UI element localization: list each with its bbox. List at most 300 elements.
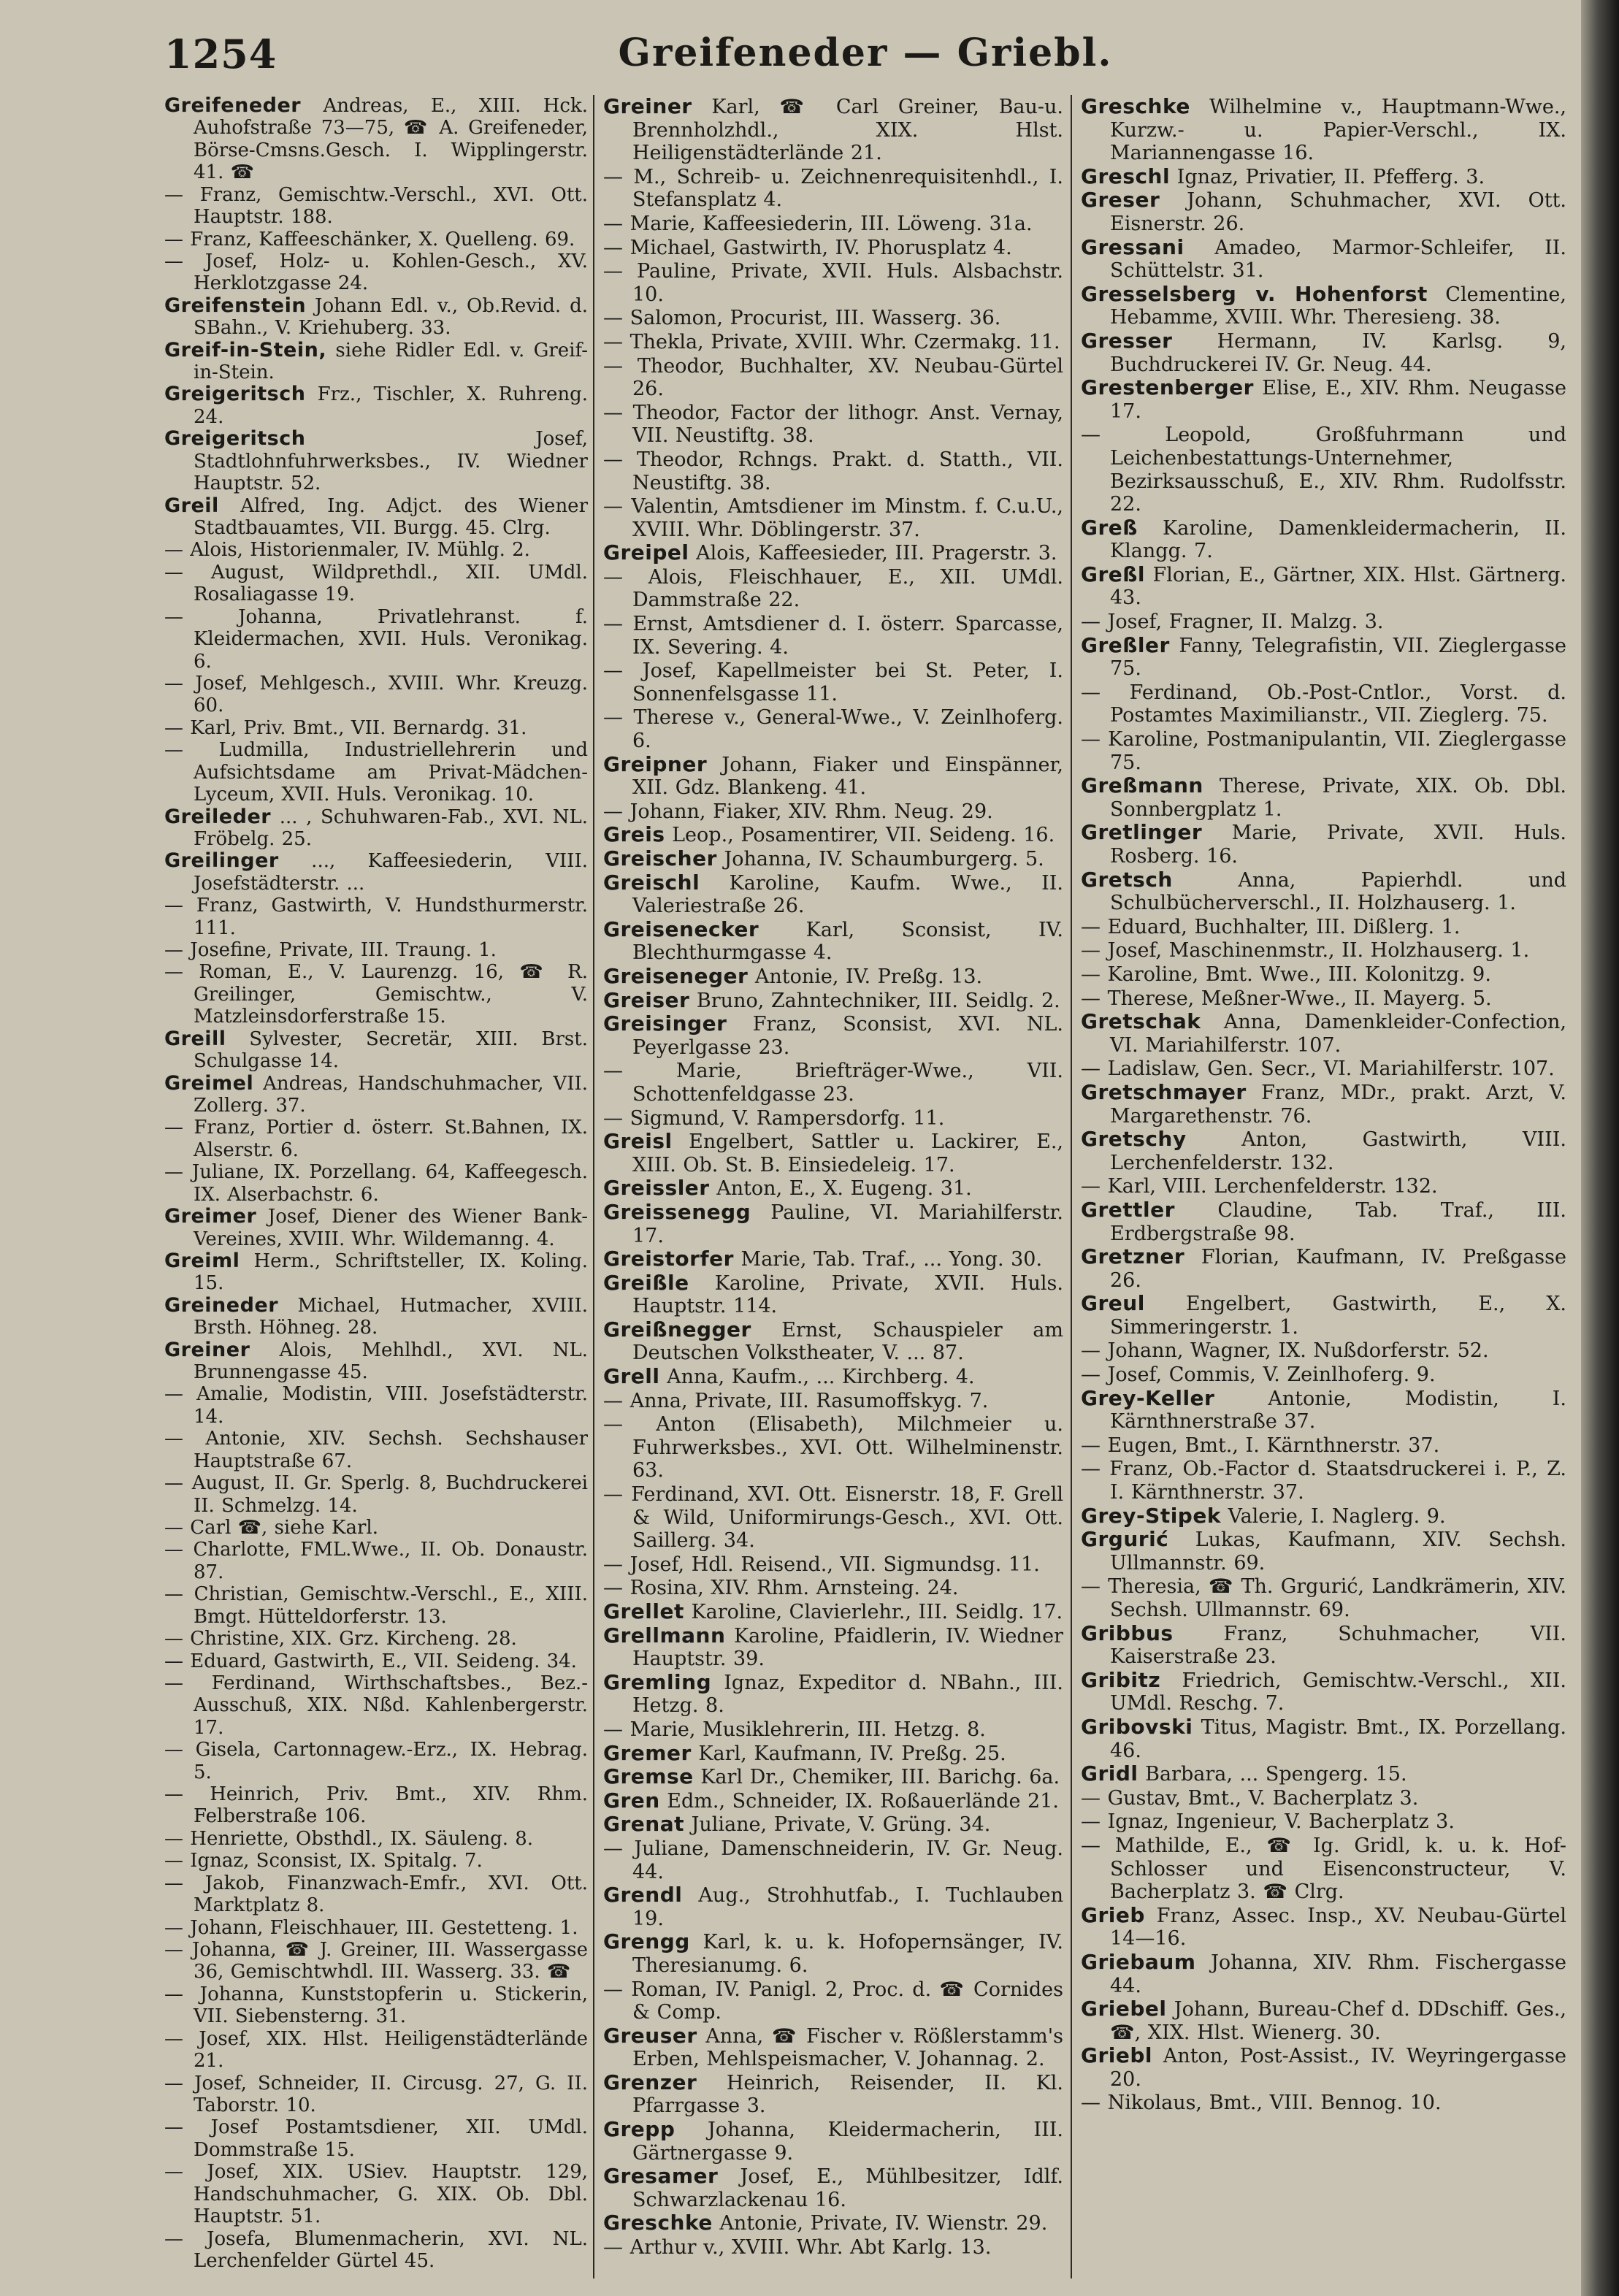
directory-entry <box>603 1718 1063 1742</box>
entry-surname: Greipel <box>603 540 689 565</box>
entry-details: Edm., Schneider, IX. Roßauerlände 21. <box>659 1789 1059 1813</box>
directory-entry <box>164 229 588 250</box>
directory-entry <box>603 2071 1063 2118</box>
entry-surname: Greimel <box>164 1071 254 1095</box>
directory-entry <box>1081 868 1566 915</box>
directory-entry <box>164 250 588 295</box>
directory-entry <box>603 1482 1063 1553</box>
entry-surname: Greill <box>164 1027 226 1050</box>
entry-details: Karl, ☎ Carl Greiner, Bau-u. Brennholzhdl., XIX. Hlst. Heiligenstädterlände 21. <box>632 96 1063 165</box>
entry-surname: Greis <box>603 822 665 847</box>
directory-entry <box>164 295 588 340</box>
entry-details: — Josef, XIX. USiev. Hauptstr. 129, Handschuhmacher, G. XIX. Ob. Dbl. Hauptstr. 51. <box>164 2161 588 2228</box>
entry-details: Andreas, Handschuhmacher, VII. Zollerg. 37. <box>194 1072 588 1117</box>
entry-details: — Juliane, IX. Porzellang. 64, Kaffeegesch. IX. Alserbachstr. 6. <box>164 1161 588 1206</box>
directory-entry <box>1081 1198 1566 1245</box>
entry-details: Valerie, I. Naglerg. 9. <box>1220 1504 1446 1528</box>
entry-surname: Grell <box>603 1364 660 1389</box>
directory-entry <box>164 1383 588 1428</box>
directory-entry <box>1081 915 1566 939</box>
entry-details: Friedrich, Gemischtw.-Verschl., XII. UMdl. Reschg. 7. <box>1110 1669 1566 1715</box>
directory-entry <box>603 565 1063 612</box>
directory-entry <box>1081 987 1566 1011</box>
entry-details: Josef, E., Mühlbesitzer, Idlf. Schwarzlackenau 16. <box>632 2165 1063 2211</box>
directory-entry <box>164 1472 588 1517</box>
entry-details: Johann Edl. v., Ob.Revid. d. SBahn., V. Kriehuberg. 33. <box>194 294 588 340</box>
directory-entry <box>1081 1010 1566 1057</box>
entry-details: Karoline, Private, XVII. Huls. Hauptstr. 114. <box>632 1271 1063 1318</box>
entry-surname: Greuser <box>603 2023 697 2048</box>
entry-surname: Grettler <box>1081 1197 1175 1222</box>
column-2 <box>603 95 1063 2278</box>
entry-surname: Grey-Keller <box>1081 1385 1215 1410</box>
directory-entry <box>164 606 588 673</box>
entry-surname: Greil <box>164 494 219 517</box>
directory-entry <box>164 1983 588 2028</box>
directory-entry <box>603 354 1063 401</box>
directory-entry <box>603 306 1063 330</box>
directory-entry <box>603 989 1063 1013</box>
entry-details: Barbara, ... Spengerg. 15. <box>1138 1763 1407 1786</box>
entry-details: — Ignaz, Ingenieur, V. Bacherplatz 3. <box>1081 1810 1455 1834</box>
entry-details: — Roman, E., V. Laurenzg. 16, ☎ R. Greilinger, Gemischtw., V. Matzleinsdorferstraße 15. <box>164 961 588 1028</box>
entry-details: Karoline, Damenkleidermacherin, II. Klangg. 7. <box>1110 516 1566 563</box>
entry-details: — Theodor, Buchhalter, XV. Neubau-Gürtel 26. <box>603 354 1063 401</box>
entry-details: — Josef, Mehlgesch., XVIII. Whr. Kreuzg. 60. <box>164 672 588 717</box>
directory-entry <box>603 1318 1063 1365</box>
entry-surname: Gribbus <box>1081 1620 1174 1645</box>
entry-details: Karoline, Pfaidlerin, IV. Wiedner Hauptstr. 39. <box>632 1624 1063 1671</box>
directory-entry <box>164 1650 588 1672</box>
directory-entry <box>603 165 1063 212</box>
entry-surname: Greiseneger <box>603 963 749 988</box>
directory-entry <box>164 1583 588 1628</box>
directory-entry <box>1081 1715 1566 1762</box>
entry-surname: Greigeritsch <box>164 427 306 451</box>
entry-details: Clementine, Hebamme, XVIII. Whr. Theresieng. 38. <box>1110 283 1566 329</box>
entry-surname: Greiser <box>603 987 690 1012</box>
entry-surname: Greineder <box>164 1293 279 1317</box>
entry-surname: Greifeneder <box>164 95 302 117</box>
entry-details: — Franz, Ob.-Factor d. Staatsdruckerei i. P., Z. I. Kärnthnerstr. 37. <box>1081 1458 1566 1504</box>
directory-entry <box>603 1930 1063 1977</box>
entry-details: Pauline, VI. Mariahilferstr. 17. <box>632 1201 1063 1247</box>
entry-details: Juliane, Private, V. Grüng. 34. <box>684 1813 991 1837</box>
directory-entry <box>164 939 588 961</box>
entry-surname: Greisl <box>603 1129 673 1154</box>
entry-details: — Josef, Kapellmeister bei St. Peter, I. Sonnenfelsgasse 11. <box>603 659 1063 705</box>
entry-details: Anton, E., X. Eugeng. 31. <box>709 1177 972 1201</box>
directory-entry <box>603 1389 1063 1413</box>
directory-entry <box>164 1828 588 1850</box>
entry-details: siehe Ridler Edl. v. Greif-in-Stein. <box>194 339 588 384</box>
entry-surname: Greissenegg <box>603 1199 751 1224</box>
entry-surname: Grellet <box>603 1599 684 1623</box>
entry-surname: Grepp <box>603 2117 675 2142</box>
directory-entry <box>1081 821 1566 868</box>
entry-surname: Greißle <box>603 1270 689 1295</box>
entry-surname: Greschke <box>603 2211 713 2235</box>
entry-details: — Karoline, Bmt. Wwe., III. Kolonitzg. 9. <box>1081 963 1491 986</box>
column-1 <box>164 95 588 2278</box>
entry-details: ..., Kaffeesiederin, VIII. Josefstädterstr. ... <box>194 850 588 895</box>
entry-surname: Greischl <box>603 870 700 895</box>
directory-entry <box>164 895 588 939</box>
entry-surname: Griebl <box>1081 2043 1153 2068</box>
entry-details: Engelbert, Sattler u. Lackirer, E., XIII. Ob. St. B. Einsiedeleig. 17. <box>632 1130 1063 1176</box>
entry-surname: Greschke <box>1081 95 1190 118</box>
directory-entry <box>164 2116 588 2161</box>
directory-entry <box>1081 188 1566 235</box>
directory-entry <box>1081 1339 1566 1363</box>
directory-entry <box>1081 938 1566 963</box>
directory-entry <box>603 753 1063 800</box>
entry-details: — Josefa, Blumenmacherin, XVI. NL. Lerchenfelder Gürtel 45. <box>164 2227 588 2272</box>
directory-entry <box>603 847 1063 871</box>
entry-details: — Nikolaus, Bmt., VIII. Bennog. 10. <box>1081 2092 1442 2115</box>
entry-details: Karl, k. u. k. Hofopernsänger, IV. Theresianumg. 6. <box>632 1931 1063 1977</box>
directory-entry <box>603 1059 1063 1106</box>
directory-entry <box>603 1012 1063 1059</box>
entry-details: — Gustav, Bmt., V. Bacherplatz 3. <box>1081 1786 1419 1810</box>
running-head: Greifeneder — Griebl. <box>618 31 1113 75</box>
directory-entry <box>1081 516 1566 563</box>
entry-surname: Grgurić <box>1081 1527 1169 1552</box>
directory-entry <box>603 705 1063 752</box>
entry-details: — Josef, Commis, V. Zeinlhoferg. 9. <box>1081 1363 1436 1387</box>
entry-details: — Therese, Meßner-Wwe., II. Mayerg. 5. <box>1081 987 1492 1010</box>
entry-details: Johann, Bureau-Chef d. DDschiff. Ges., ☎, XIX. Hlst. Wienerg. 30. <box>1110 1998 1566 2044</box>
directory-entry <box>1081 2044 1566 2091</box>
directory-entry <box>164 2073 588 2117</box>
entry-surname: Gretsch <box>1081 867 1173 892</box>
entry-details: Johann, Schuhmacher, XVI. Ott. Eisnerstr. 26. <box>1110 189 1566 235</box>
entry-details: Anna, ☎ Fischer v. Rößlerstamm's Erben, Mehlspeismacher, V. Johannag. 2. <box>632 2024 1063 2071</box>
directory-entry <box>164 1295 588 1339</box>
entry-details: — Theodor, Rchngs. Prakt. d. Statth., VII. Neustiftg. 38. <box>603 448 1063 494</box>
entry-details: — Anton (Elisabeth), Milchmeier u. Fuhrwerksbes., XVI. Ott. Wilhelminenstr. 63. <box>603 1413 1063 1482</box>
directory-entry <box>603 1553 1063 1577</box>
entry-surname: Gresser <box>1081 328 1173 353</box>
entry-details: — Karl, VIII. Lerchenfelderstr. 132. <box>1081 1175 1438 1198</box>
entry-details: Michael, Hutmacher, XVIII. Brsth. Höhneg. 28. <box>194 1294 588 1339</box>
directory-entry <box>1081 634 1566 681</box>
entry-surname: Grengg <box>603 1929 690 1954</box>
directory-entry <box>164 495 588 540</box>
directory-entry <box>164 1539 588 1583</box>
directory-entry <box>164 1206 588 1250</box>
directory-entry <box>1081 95 1566 165</box>
entry-details: Anton, Post-Assist., IV. Weyringergasse 20. <box>1110 2045 1566 2091</box>
directory-entry <box>603 1271 1063 1318</box>
directory-entry <box>164 1339 588 1384</box>
entry-details: Josef, Stadtlohnfuhrwerksbes., IV. Wiedner Hauptstr. 52. <box>194 428 588 495</box>
directory-entry <box>603 871 1063 918</box>
directory-entry <box>603 1883 1063 1930</box>
entry-details: — Gisela, Cartonnagew.-Erz., IX. Hebrag. 5. <box>164 1739 588 1783</box>
directory-entry <box>603 401 1063 448</box>
directory-entry <box>603 1576 1063 1600</box>
entry-details: — Marie, Kaffeesiederin, III. Löweng. 31a. <box>603 212 1033 235</box>
entry-details: — Franz, Gastwirth, V. Hundsthurmerstr. 111. <box>164 895 588 939</box>
directory-entry <box>164 1939 588 1983</box>
directory-entry <box>1081 2091 1566 2115</box>
entry-details: Johanna, Kleidermacherin, III. Gärtnergasse 9. <box>632 2119 1063 2165</box>
directory-entry <box>603 823 1063 847</box>
entry-details: — Eduard, Gastwirth, E., VII. Seideng. 34. <box>164 1650 577 1672</box>
directory-entry <box>603 2118 1063 2165</box>
entry-details: Hermann, IV. Karlsg. 9, Buchdruckerei IV. Gr. Neug. 44. <box>1110 329 1566 376</box>
directory-entry <box>603 2024 1063 2071</box>
entry-surname: Gretschy <box>1081 1127 1187 1152</box>
directory-entry <box>603 212 1063 236</box>
entry-surname: Gresselsberg v. Hohenforst <box>1081 281 1428 306</box>
entry-details: — Roman, IV. Panigl. 2, Proc. d. ☎ Cornides & Comp. <box>603 1978 1063 2024</box>
directory-entry <box>603 1412 1063 1482</box>
entry-details: Franz, MDr., prakt. Arzt, V. Margarethenstr. 76. <box>1110 1081 1566 1128</box>
entry-details: — Johann, Fleischhauer, III. Gestetteng. 1. <box>164 1916 578 1939</box>
directory-entry <box>1081 1057 1566 1081</box>
entry-details: Karoline, Clavierlehr., III. Seidlg. 17. <box>684 1601 1063 1623</box>
directory-entry <box>603 541 1063 565</box>
directory-entry <box>603 1106 1063 1130</box>
entry-surname: Greifenstein <box>164 294 307 317</box>
entry-details: Antonie, IV. Preßg. 13. <box>748 965 983 988</box>
entry-surname: Greßl <box>1081 562 1146 586</box>
entry-details: Wilhelmine v., Hauptmann-Wwe., Kurzw.- u. Papier-Verschl., IX. Mariannengasse 16. <box>1110 96 1566 165</box>
entry-details: — Carl ☎, siehe Karl. <box>164 1517 378 1539</box>
entry-details: Antonie, Modistin, I. Kärnthnerstraße 37. <box>1110 1387 1566 1434</box>
page-header <box>164 26 1566 93</box>
directory-entry <box>1081 283 1566 329</box>
entry-details: Marie, Tab. Traf., ... Yong. 30. <box>733 1248 1043 1271</box>
entry-details: — Alois, Historienmaler, IV. Mühlg. 2. <box>164 539 530 562</box>
entry-details: — August, Wildprethdl., XII. UMdl. Rosaliagasse 19. <box>164 561 588 606</box>
entry-surname: Greissler <box>603 1176 710 1201</box>
entry-details: Karl, Kaufmann, IV. Preßg. 25. <box>691 1742 1006 1765</box>
entry-details: Engelbert, Gastwirth, E., X. Simmeringerstr. 1. <box>1110 1293 1566 1339</box>
entry-details: Ignaz, Privatier, II. Pfefferg. 3. <box>1170 165 1485 188</box>
entry-details: Anna, Damenkleider-Confection, VI. Mariahilferstr. 107. <box>1110 1011 1566 1057</box>
entry-details: — Ferdinand, XVI. Ott. Eisnerstr. 18, F. Grell & Wild, Uniformirungs-Gesch., XVI. Ott. Saillerg. 34. <box>603 1483 1063 1553</box>
directory-entry <box>1081 1434 1566 1458</box>
directory-entry <box>164 1250 588 1295</box>
entry-details: — Ludmilla, Industriellehrerin und Aufsichtsdame am Privat-Mädchen-Lyceum, XVII. Huls. Veronikag. 10. <box>164 739 588 806</box>
entry-details: — Pauline, Private, XVII. Huls. Alsbachstr. 10. <box>603 260 1063 306</box>
entry-details: — Johanna, Kunststopferin u. Stickerin, VII. Siebensterng. 31. <box>164 1983 588 2028</box>
entry-details: Ernst, Schauspieler am Deutschen Volkstheater, V. ... 87. <box>632 1318 1063 1365</box>
directory-entry <box>1081 1081 1566 1128</box>
directory-entry <box>603 1671 1063 1718</box>
directory-entry <box>603 1837 1063 1883</box>
entry-details: — Jakob, Finanzwach-Emfr., XVI. Ott. Marktplatz 8. <box>164 1872 588 1917</box>
entry-details: Karoline, Kaufm. Wwe., II. Valeriestraße 26. <box>632 871 1063 918</box>
entry-details: Titus, Magistr. Bmt., IX. Porzellang. 46. <box>1110 1715 1566 1762</box>
directory-entry <box>1081 1997 1566 2044</box>
directory-entry <box>1081 236 1566 283</box>
directory-entry <box>164 806 588 851</box>
directory-entry <box>164 2161 588 2227</box>
directory-entry <box>164 562 588 606</box>
entry-surname: Gren <box>603 1788 660 1813</box>
directory-entry <box>1081 423 1566 516</box>
entry-details: Anton, Gastwirth, VIII. Lerchenfelderstr. 132. <box>1110 1128 1566 1174</box>
entry-details: Alfred, Ing. Adjct. des Wiener Stadtbauamtes, VII. Burgg. 45. Clrg. <box>194 494 588 540</box>
entry-details: Franz, Assec. Insp., XV. Neubau-Gürtel 14—16. <box>1110 1904 1566 1951</box>
entry-details: Therese, Private, XIX. Ob. Dbl. Sonnbergplatz 1. <box>1110 775 1566 821</box>
entry-surname: Griebel <box>1081 1997 1167 2021</box>
entry-details: — Josef Postamtsdiener, XII. UMdl. Dommstraße 15. <box>164 2116 588 2161</box>
directory-entry <box>164 539 588 561</box>
entry-details: Ignaz, Expeditor d. NBahn., III. Hetzg. 8. <box>632 1671 1063 1718</box>
entry-details: — M., Schreib- u. Zeichnenrequisitenhdl., I. Stefansplatz 4. <box>603 165 1063 212</box>
entry-details: Elise, E., XIV. Rhm. Neugasse 17. <box>1110 377 1566 423</box>
entry-details: ... , Schuhwaren-Fab., XVI. NL. Fröbelg. 25. <box>194 805 588 850</box>
entry-details: — Josef, Hdl. Reisend., VII. Sigmundsg. 11. <box>603 1553 1040 1576</box>
directory-entry <box>603 2211 1063 2235</box>
directory-entry <box>1081 376 1566 423</box>
entry-details: Sylvester, Secretär, XIII. Brst. Schulgasse 14. <box>194 1028 588 1073</box>
directory-entry <box>164 1517 588 1539</box>
entry-details: — Ernst, Amtsdiener d. I. österr. Sparcasse, IX. Severing. 4. <box>603 613 1063 659</box>
entry-details: — Franz, Kaffeeschänker, X. Quelleng. 69. <box>164 228 575 250</box>
directory-entry <box>1081 1457 1566 1504</box>
directory-entry <box>603 330 1063 354</box>
directory-entry <box>603 1600 1063 1624</box>
directory-entry <box>1081 1669 1566 1715</box>
directory-entry <box>1081 774 1566 821</box>
directory-entry <box>1081 1622 1566 1669</box>
entry-surname: Gremer <box>603 1740 692 1765</box>
entry-surname: Greißnegger <box>603 1317 751 1342</box>
entry-details: — Karoline, Postmanipulantin, VII. Zieglergasse 75. <box>1081 728 1566 774</box>
entry-surname: Greiner <box>603 95 692 118</box>
entry-surname: Grellmann <box>603 1623 726 1648</box>
entry-details: — Valentin, Amtsdiener im Minstm. f. C.u.U., XVIII. Whr. Döblingerstr. 37. <box>603 495 1063 541</box>
entry-details: — Franz, Portier d. österr. St.Bahnen, IX. Alserstr. 6. <box>164 1117 588 1161</box>
entry-details: — Josef, Holz- u. Kohlen-Gesch., XV. Herklotzgasse 24. <box>164 250 588 295</box>
directory-entry <box>1081 1128 1566 1174</box>
entry-details: — Sigmund, V. Rampersdorfg. 11. <box>603 1106 945 1130</box>
directory-entry <box>1081 963 1566 987</box>
entry-details: Alois, Mehlhdl., XVI. NL. Brunnengasse 45. <box>194 1339 588 1384</box>
entry-details: — Michael, Gastwirth, IV. Phorusplatz 4. <box>603 236 1012 259</box>
entry-details: — Ferdinand, Wirthschaftsbes., Bez.-Ausschuß, XIX. Nßd. Kahlenbergerstr. 17. <box>164 1672 588 1739</box>
directory-entry <box>603 1247 1063 1271</box>
entry-details: — Christian, Gemischtw.-Verschl., E., XIII. Bmgt. Hütteldorferstr. 13. <box>164 1583 588 1628</box>
entry-details: — Theodor, Factor der lithogr. Anst. Vernay, VII. Neustiftg. 38. <box>603 401 1063 448</box>
entry-surname: Gribitz <box>1081 1667 1161 1692</box>
entry-details: Johanna, XIV. Rhm. Fischergasse 44. <box>1110 1951 1566 1997</box>
directory-entry <box>164 1028 588 1073</box>
entry-details: — Antonie, XIV. Sechsh. Sechshauser Hauptstraße 67. <box>164 1428 588 1472</box>
entry-surname: Gretzner <box>1081 1244 1185 1269</box>
directory-entry <box>603 1765 1063 1789</box>
entry-details: — Charlotte, FML.Wwe., II. Ob. Donaustr. 87. <box>164 1539 588 1583</box>
directory-entry <box>164 1428 588 1472</box>
entry-details: — Josef, Maschinenmstr., II. Holzhauserg. 1. <box>1081 939 1530 963</box>
entry-surname: Gressani <box>1081 234 1184 259</box>
directory-entry <box>164 383 588 428</box>
directory-entry <box>603 1624 1063 1671</box>
directory-entry <box>603 612 1063 659</box>
entry-details: — Thekla, Private, XVIII. Whr. Czermakg. 11. <box>603 330 1060 353</box>
entry-surname: Greul <box>1081 1291 1145 1316</box>
directory-entry <box>164 850 588 895</box>
directory-entry <box>1081 1904 1566 1951</box>
entry-surname: Greischer <box>603 846 717 870</box>
directory-entry <box>603 494 1063 541</box>
entry-details: — Marie, Musiklehrerin, III. Hetzg. 8. <box>603 1718 986 1741</box>
entry-surname: Gribovski <box>1081 1714 1193 1739</box>
entry-details: Florian, E., Gärtner, XIX. Hlst. Gärtnerg. 43. <box>1110 563 1566 610</box>
entry-details: Herm., Schriftsteller, IX. Koling. 15. <box>194 1250 588 1295</box>
entry-surname: Greipner <box>603 751 708 776</box>
entry-details: Lukas, Kaufmann, XIV. Sechsh. Ullmannstr. 69. <box>1110 1528 1566 1574</box>
entry-details: — Anna, Private, III. Rasumoffskyg. 7. <box>603 1389 989 1412</box>
directory-entry <box>1081 1762 1566 1786</box>
entry-details: — Marie, Briefträger-Wwe., VII. Schottenfeldgasse 23. <box>603 1060 1063 1106</box>
scan-edge <box>1581 0 1619 2296</box>
entry-details: — Karl, Priv. Bmt., VII. Bernardg. 31. <box>164 716 527 739</box>
entry-details: — Johann, Wagner, IX. Nußdorferstr. 52. <box>1081 1339 1489 1363</box>
directory-entry <box>603 259 1063 306</box>
entry-surname: Gridl <box>1081 1761 1138 1786</box>
entry-details: — Josef, Schneider, II. Circusg. 27, G. II. Taborstr. 10. <box>164 2072 588 2116</box>
entry-surname: Grendl <box>603 1883 683 1907</box>
directory-entry <box>603 95 1063 165</box>
entry-surname: Grenzer <box>603 2070 697 2094</box>
entry-surname: Greimer <box>164 1205 257 1228</box>
directory-entry <box>164 1917 588 1939</box>
entry-surname: Gretschmayer <box>1081 1079 1247 1104</box>
directory-entry <box>1081 1951 1566 1997</box>
directory-entry <box>1081 1528 1566 1574</box>
directory-entry <box>164 184 588 229</box>
entry-surname: Greser <box>1081 188 1160 213</box>
directory-entry <box>164 2028 588 2073</box>
entry-details: — Franz, Gemischtw.-Verschl., XVI. Ott. Hauptstr. 188. <box>164 183 588 229</box>
entry-details: — Therese v., General-Wwe., V. Zeinlhoferg. 6. <box>603 706 1063 753</box>
directory-entry <box>603 1201 1063 1247</box>
directory-entry <box>1081 1174 1566 1198</box>
directory-entry <box>603 1813 1063 1837</box>
entry-surname: Grey-Stipek <box>1081 1503 1221 1528</box>
entry-surname: Greistorfer <box>603 1247 734 1271</box>
entry-surname: Grestenberger <box>1081 375 1254 400</box>
entry-surname: Greisenecker <box>603 917 759 941</box>
page-number: 1254 <box>164 31 278 77</box>
entry-details: Anna, Papierhdl. und Schulbücherverschl., II. Holzhauserg. 1. <box>1110 868 1566 915</box>
entry-details: Andreas, E., XIII. Hck. Auhofstraße 73—75, ☎ A. Greifeneder, Börse-Cmsns.Gesch. I. Wipplingerstr. 41. ☎ <box>194 95 588 184</box>
entry-surname: Greiml <box>164 1249 240 1272</box>
directory-entry <box>164 1850 588 1872</box>
directory-entry <box>164 340 588 384</box>
entry-details: — Mathilde, E., ☎ Ig. Gridl, k. u. k. Hof-Schlosser und Eisenconstructeur, V. Bacherplatz 3. ☎ Clrg. <box>1081 1834 1566 1904</box>
entry-details: — Theresia, ☎ Th. Grgurić, Landkrämerin, XIV. Sechsh. Ullmannstr. 69. <box>1081 1575 1566 1621</box>
entry-surname: Gremling <box>603 1669 712 1694</box>
entry-surname: Grieb <box>1081 1902 1145 1927</box>
entry-surname: Greigeritsch <box>164 383 306 406</box>
entry-surname: Greisinger <box>603 1011 727 1036</box>
directory-entry <box>164 1783 588 1828</box>
directory-entry <box>164 1739 588 1783</box>
directory-entry <box>603 918 1063 965</box>
column-3 <box>1081 95 1566 2278</box>
directory-entry <box>164 717 588 739</box>
entry-details: Karl, Sconsist, IV. Blechthurmgasse 4. <box>632 918 1063 965</box>
entry-surname: Gretschak <box>1081 1009 1201 1034</box>
